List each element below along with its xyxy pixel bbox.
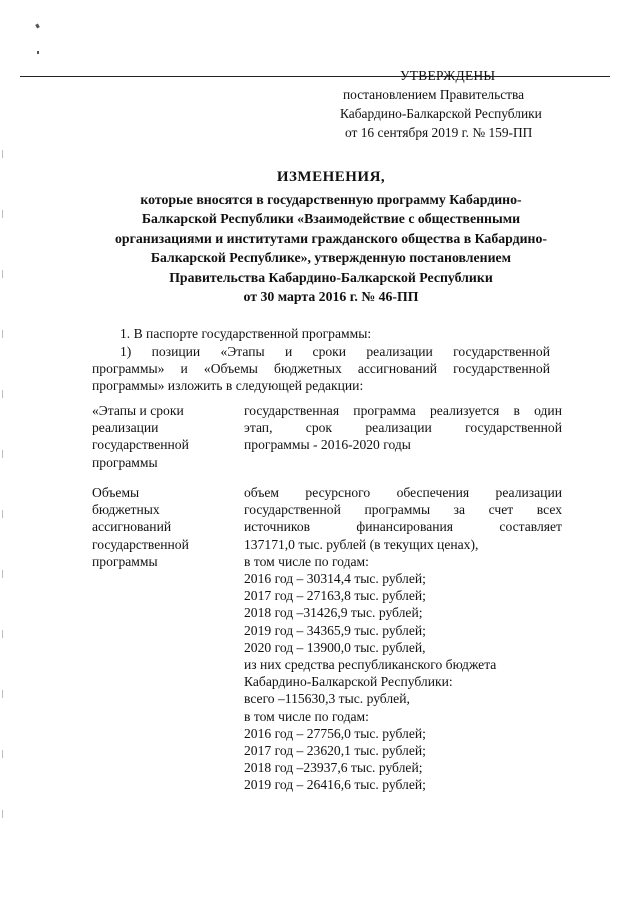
label-line: Объемы (92, 485, 140, 500)
value-line: из них средства республиканского бюджета (244, 657, 497, 673)
label-line: бюджетных (92, 502, 160, 518)
paragraph-line: 1) позиции «Этапы и сроки реализации государственной (120, 344, 550, 359)
row-value (244, 484, 562, 794)
value-line: 2016 год – 27756,0 тыс. рублей; (244, 725, 426, 741)
value-line: государственной программы за счет всех (244, 502, 562, 518)
title-line: Правительства Кабардино-Балкарской Республики (169, 269, 493, 285)
label-line: реализации (92, 420, 159, 436)
scan-speck (35, 24, 40, 29)
value-line: объем ресурсного обеспечения реализации (244, 485, 562, 500)
title-line: Балкарской Республики «Взаимодействие с общественными (141, 211, 521, 226)
value-line: этап, срок реализации государственной (244, 420, 562, 436)
value-line: 2017 год – 23620,1 тыс. рублей; (244, 743, 426, 759)
value-line: в том числе по годам: (244, 553, 369, 569)
title-line: организациями и институтами гражданского общества в Кабардино- (115, 230, 547, 246)
title-line: которые вносятся в государственную программу Кабардино- (140, 191, 522, 207)
value-line: Кабардино-Балкарской Республики: (244, 674, 453, 690)
label-line: «Этапы и сроки (92, 403, 184, 418)
title-line: Балкарской Республике», утвержденную постановлением (150, 250, 512, 265)
label-line: ассигнований (92, 519, 172, 535)
value-line: 2019 год – 34365,9 тыс. рублей; (244, 622, 426, 638)
approval-heading: УТВЕРЖДЕНЫ (400, 68, 496, 83)
row-label (92, 402, 222, 471)
value-line: 2020 год – 13900,0 тыс. рублей, (244, 639, 426, 655)
value-line: всего –115630,3 тыс. рублей, (244, 691, 410, 707)
value-line: 2019 год – 26416,6 тыс. рублей; (244, 777, 426, 793)
value-line: источников финансирования составляет (244, 519, 562, 535)
label-line: программы (92, 553, 158, 569)
value-line: 137171,0 тыс. рублей (в текущих ценах), (244, 536, 479, 552)
scan-speck (37, 51, 39, 54)
approval-line: Кабардино-Балкарской Республики (340, 106, 542, 121)
scan-edge-marks (2, 150, 3, 850)
title-main: ИЗМЕНЕНИЯ, (276, 169, 386, 185)
paragraph-line: программы» и «Объемы бюджетных ассигнований государственной (92, 361, 550, 376)
document-title (96, 168, 566, 307)
row-label (92, 484, 222, 570)
item-1-paragraph: 1. В паспорте государственной программы: (120, 326, 372, 341)
value-line: в том числе по годам: (244, 708, 369, 724)
approval-stamp (340, 66, 580, 142)
title-line: от 30 марта 2016 г. № 46-ПП (243, 289, 419, 304)
approval-line: от 16 сентября 2019 г. № 159-ПП (345, 125, 533, 140)
item-1-1-paragraph (92, 343, 550, 394)
value-line: 2018 год –23937,6 тыс. рублей; (244, 760, 423, 776)
value-line: 2017 год – 27163,8 тыс. рублей; (244, 588, 426, 604)
label-line: государственной (92, 437, 189, 453)
row-value (244, 402, 562, 454)
value-line: государственная программа реализуется в один (244, 403, 562, 418)
paragraph-line: программы» изложить в следующей редакции: (92, 378, 364, 393)
value-line: программы - 2016-2020 годы (244, 437, 411, 453)
value-line: 2016 год – 30314,4 тыс. рублей; (244, 571, 426, 587)
label-line: государственной (92, 536, 189, 552)
approval-line: постановлением Правительства (343, 87, 525, 102)
label-line: программы (92, 454, 158, 470)
value-line: 2018 год –31426,9 тыс. рублей; (244, 605, 423, 621)
